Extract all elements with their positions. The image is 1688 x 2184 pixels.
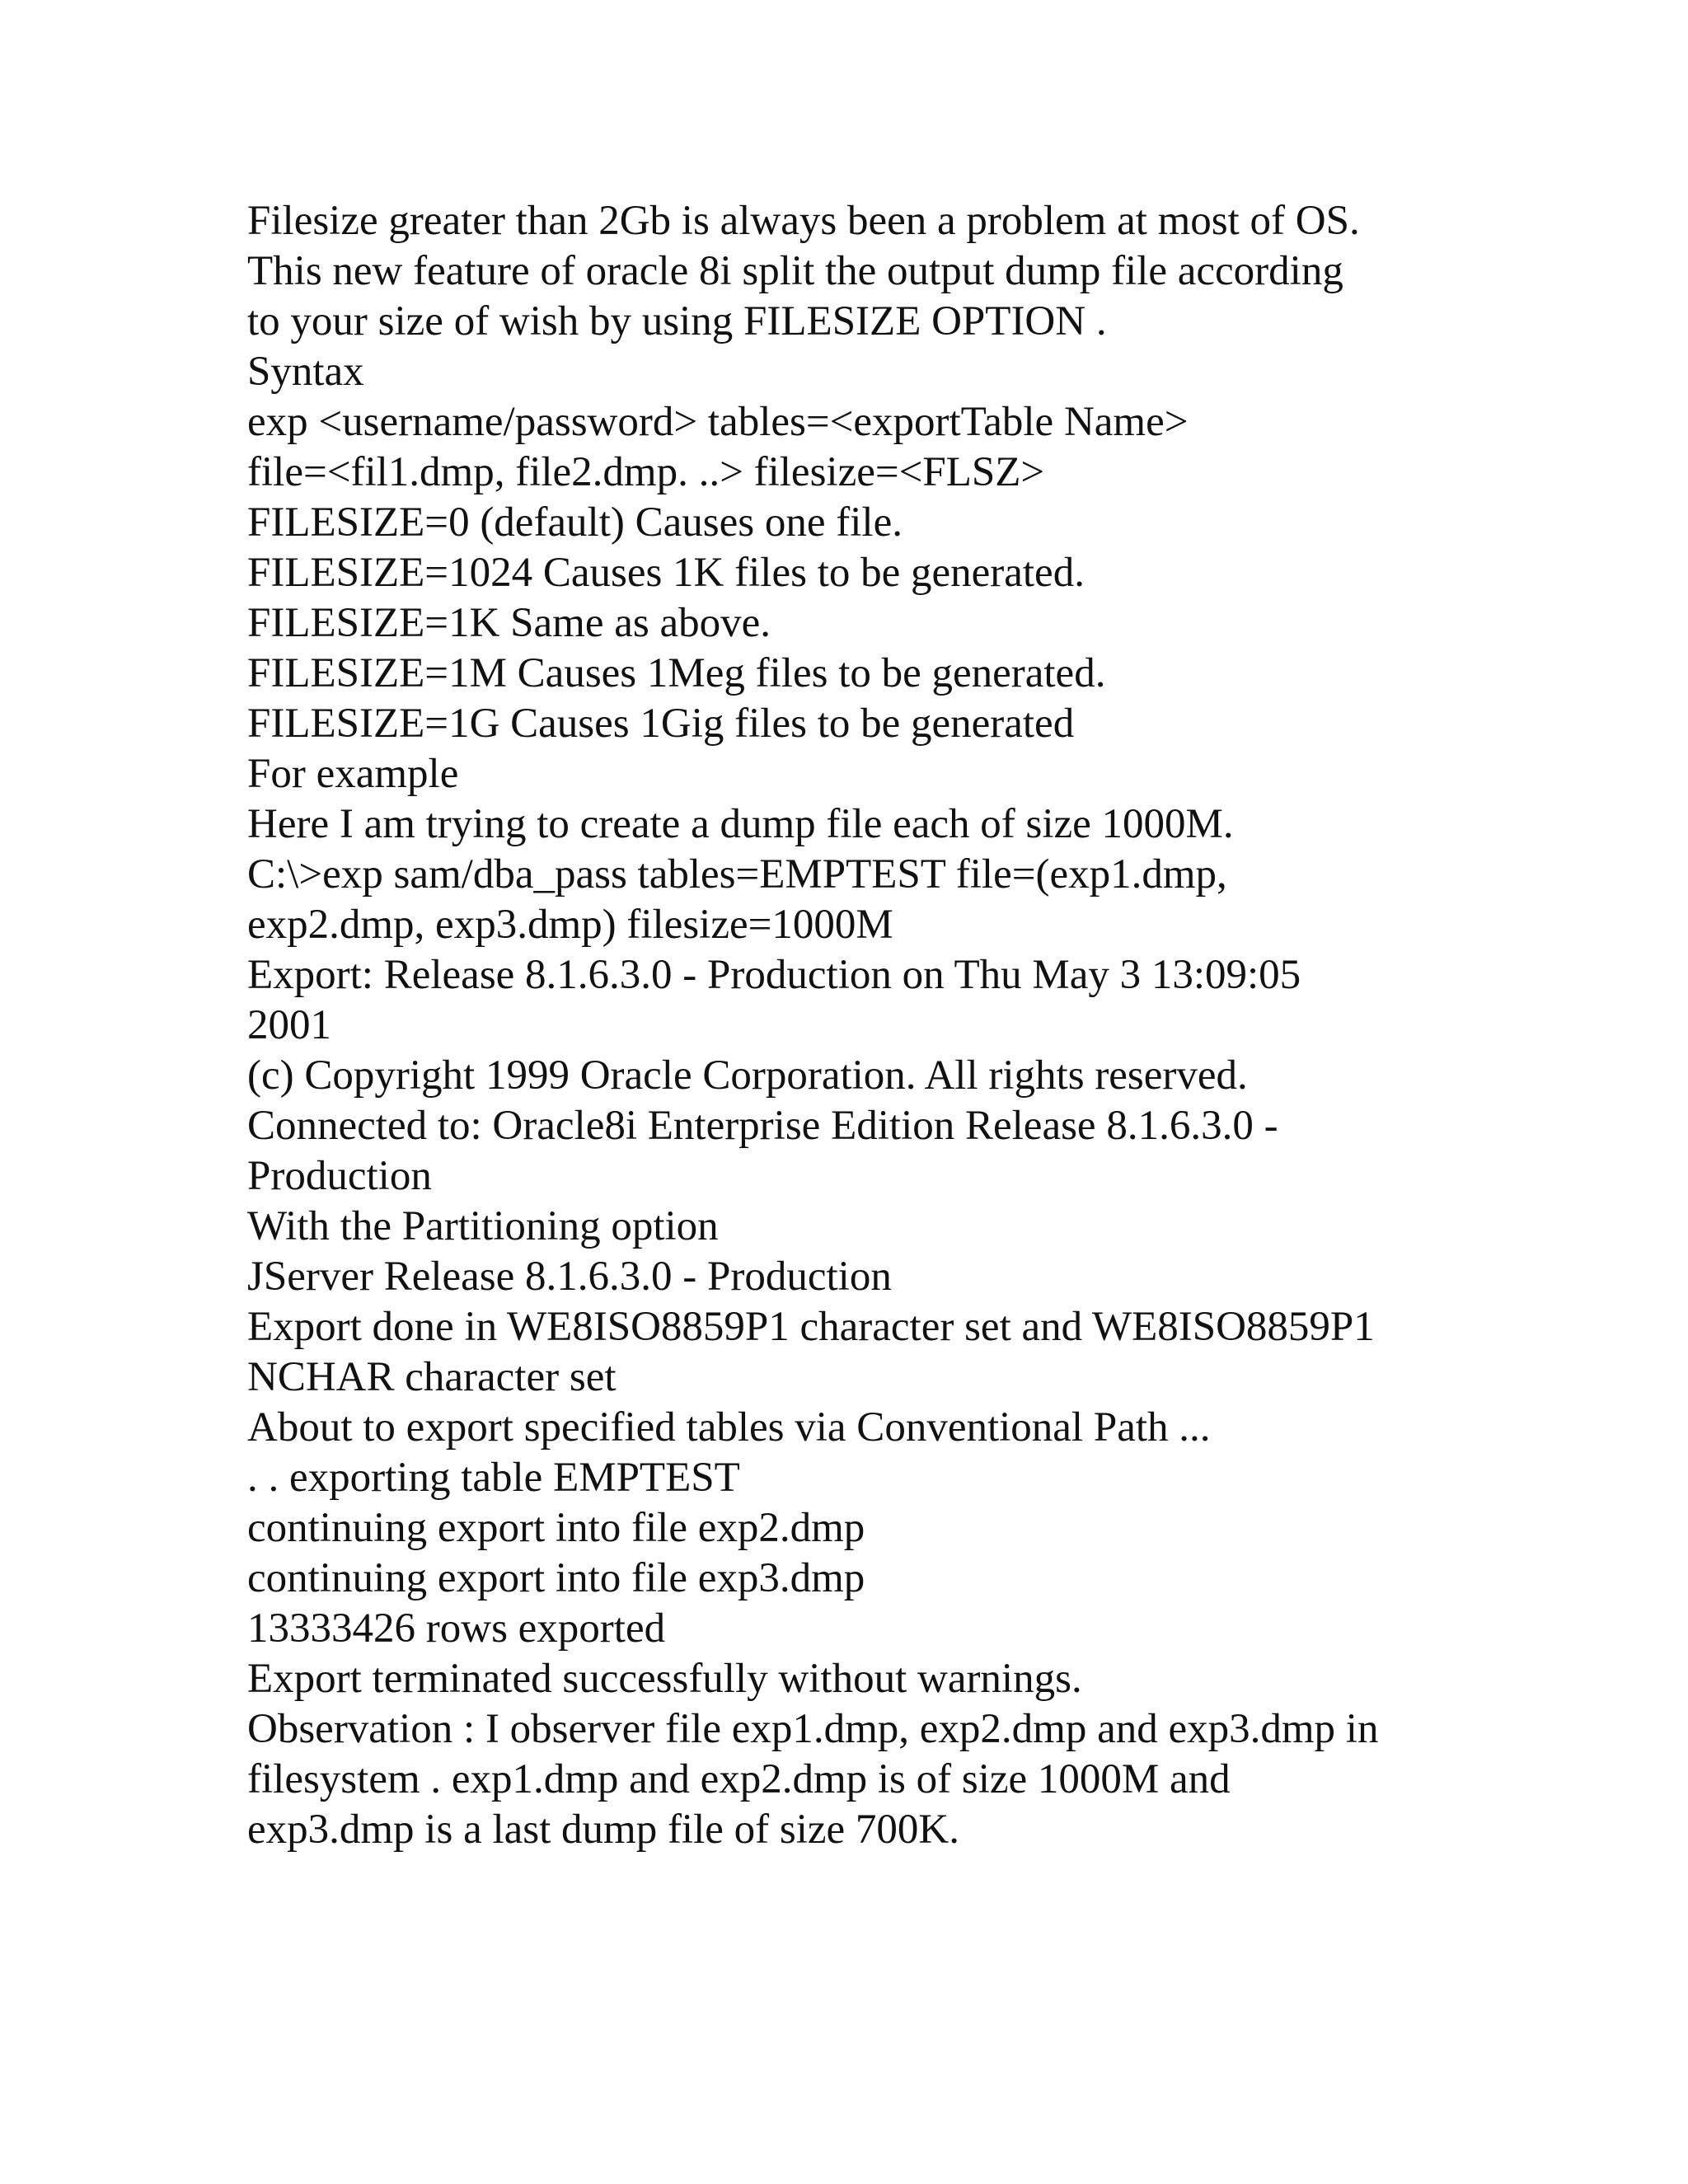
text-line: 13333426 rows exported (247, 1605, 666, 1652)
text-line: NCHAR character set (247, 1354, 617, 1400)
text-line: (c) Copyright 1999 Oracle Corporation. All rights reserved. (247, 1052, 1248, 1099)
text-line: FILESIZE=1G Causes 1Gig files to be generated (247, 701, 1075, 747)
text-line: exp3.dmp is a last dump file of size 700K. (247, 1807, 960, 1853)
text-line: filesystem . exp1.dmp and exp2.dmp is of size 1000M and (247, 1756, 1231, 1802)
text-line: FILESIZE=1024 Causes 1K files to be generated. (247, 550, 1085, 596)
text-line: FILESIZE=1M Causes 1Meg files to be generated. (247, 650, 1106, 696)
text-line: continuing export into file exp2.dmp (247, 1505, 865, 1551)
text-line: to your size of wish by using FILESIZE OPTION . (247, 298, 1107, 344)
text-line: 2001 (247, 1002, 331, 1048)
text-line: exp <username/password> tables=<exportTable Name> (247, 399, 1189, 445)
text-line: Syntax (247, 349, 364, 395)
text-line: exp2.dmp, exp3.dmp) filesize=1000M (247, 902, 893, 948)
text-line: This new feature of oracle 8i split the output dump file according (247, 248, 1343, 294)
text-line: Observation : I observer file exp1.dmp, exp2.dmp and exp3.dmp in (247, 1706, 1379, 1752)
text-line: Production (247, 1153, 432, 1199)
text-line: . . exporting table EMPTEST (247, 1455, 740, 1501)
text-line: Export: Release 8.1.6.3.0 - Production on Thu May 3 13:09:05 (247, 952, 1301, 998)
document-body (247, 196, 1484, 1855)
text-line: C:\>exp sam/dba_pass tables=EMPTEST file=(exp1.dmp, (247, 851, 1227, 898)
text-line: About to export specified tables via Conventional Path ... (247, 1404, 1211, 1451)
text-line: Export terminated successfully without warnings. (247, 1656, 1082, 1702)
text-line: Connected to: Oracle8i Enterprise Edition Release 8.1.6.3.0 - (247, 1103, 1278, 1149)
text-line: For example (247, 751, 459, 797)
text-line: Export done in WE8ISO8859P1 character set and WE8ISO8859P1 (247, 1304, 1375, 1350)
text-line: Here I am trying to create a dump file each of size 1000M. (247, 801, 1234, 847)
text-line: continuing export into file exp3.dmp (247, 1555, 865, 1601)
text-line: JServer Release 8.1.6.3.0 - Production (247, 1254, 892, 1300)
text-line: With the Partitioning option (247, 1203, 719, 1249)
text-line: Filesize greater than 2Gb is always been a problem at most of OS. (247, 198, 1360, 244)
text-line: file=<fil1.dmp, file2.dmp. ..> filesize=<FLSZ> (247, 449, 1045, 495)
text-line: FILESIZE=1K Same as above. (247, 600, 771, 646)
text-line: FILESIZE=0 (default) Causes one file. (247, 499, 903, 546)
